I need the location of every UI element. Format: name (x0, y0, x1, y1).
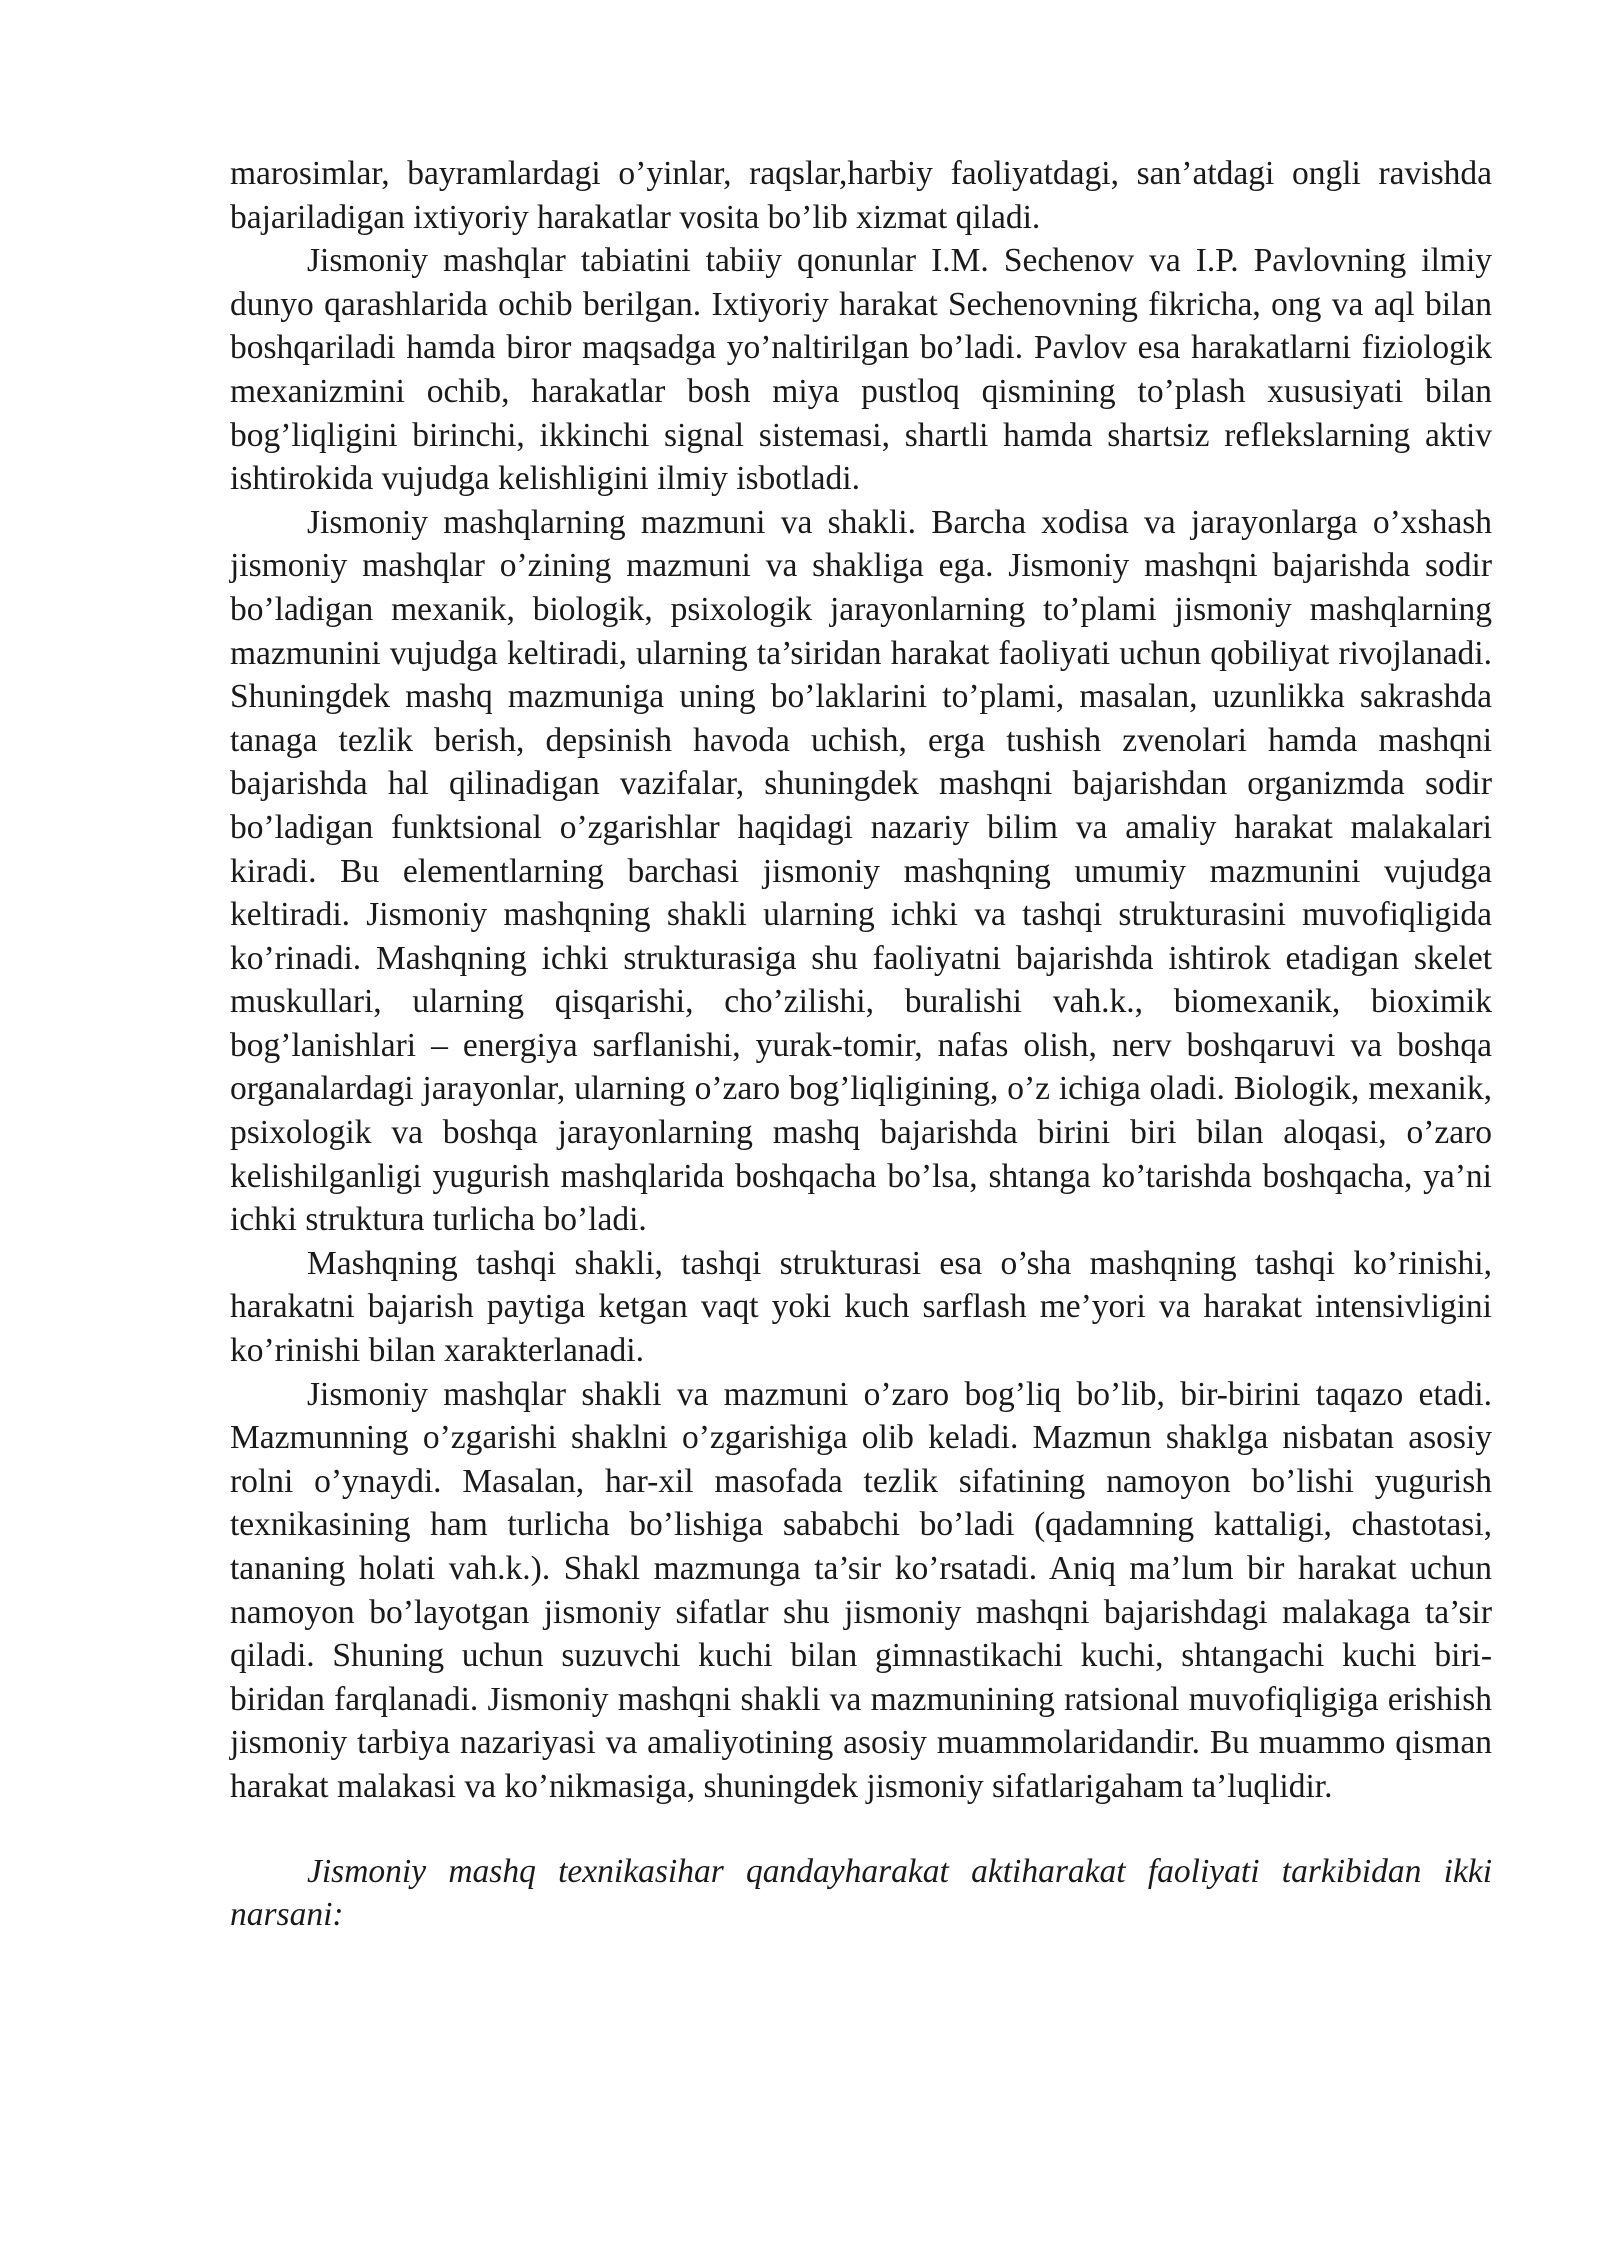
paragraph-technique-heading: Jismoniy mashq texnikasihar qandayharakat aktiharakat faoliyati tarkibidan ikki narsani: (230, 1852, 1492, 1934)
paragraph-continuation: marosimlar, bayramlardagi o’yinlar, raqslar,harbiy faoliyatdagi, san’atdagi ongli ravishda bajariladigan ixtiyoriy harakatlar vosita bo’lib xizmat qiladi. (230, 155, 1492, 236)
paragraph-form-content-relation: Jismoniy mashqlar shakli va mazmuni o’zaro bog’liq bo’lib, bir-birini taqazo etadi. Mazmunning o’zgarishi shaklni o’zgarishiga olib keladi. Mazmun shaklga nisbatan asosiy rolni o’ynaydi. Masalan, har-xil masofada tezlik sifatining namoyon bo’lishi yugurish texnikasining ham turlicha bo’lishiga sababchi bo’ladi (qadamning kattaligi, chastotasi, tananing holati vah.k.). Shakl mazmunga ta’sir ko’rsatadi. Aniq ma’lum bir harakat uchun namoyon bo’layotgan jismoniy sifatlar shu jismoniy mashqni bajarishdagi malakaga ta’sir qiladi. Shuning uchun suzuvchi kuchi bilan gimnastikachi kuchi, shtangachi kuchi biri-biridan farqlanadi. Jismoniy mashqni shakli va mazmunining ratsional muvofiqligiga erishish jismoniy tarbiya nazariyasi va amaliyotining asosiy muammolaridandir. Bu muammo qisman harakat malakasi va ko’nikmasiga, shuningdek jismoniy sifatlarigaham ta’luqlidir. (230, 1375, 1492, 1805)
paragraph-external-form: Mashqning tashqi shakli, tashqi strukturasi esa o’sha mashqning tashqi ko’rinishi, harakatni bajarish paytiga ketgan vaqt yoki kuch sarflash me’yori va harakat intensivligini ko’rinishi bilan xarakterlanadi. (230, 1244, 1492, 1370)
document-body (230, 152, 1492, 1937)
paragraph-content-and-form: Jismoniy mashqlarning mazmuni va shakli. Barcha xodisa va jarayonlarga o’xshash jismoniy mashqlar o’zining mazmuni va shakliga ega. Jismoniy mashqni bajarishda sodir bo’ladigan mexanik, biologik, psixologik jarayonlarning to’plami jismoniy mashqlarning mazmunini vujudga keltiradi, ularning ta’siridan harakat faoliyati uchun qobiliyat rivojlanadi. Shuningdek mashq mazmuniga uning bo’laklarini to’plami, masalan, uzunlikka sakrashda tanaga tezlik berish, depsinish havoda uchish, erga tushish zvenolari hamda mashqni bajarishda hal qilinadigan vazifalar, shuningdek mashqni bajarishdan organizmda sodir bo’ladigan funktsional o’zgarishlar haqidagi nazariy bilim va amaliy harakat malakalari kiradi. Bu elementlarning barchasi jismoniy mashqning umumiy mazmunini vujudga keltiradi. Jismoniy mashqning shakli ularning ichki va tashqi strukturasini muvofiqligida ko’rinadi. Mashqning ichki strukturasiga shu faoliyatni bajarishda ishtirok etadigan skelet muskullari, ularning qisqarishi, cho’zilishi, buralishi vah.k., biomexanik, bioximik bog’lanishlari – energiya sarflanishi, yurak-tomir, nafas olish, nerv boshqaruvi va boshqa organalardagi jarayonlar, ularning o’zaro bog’liqligining, o’z ichiga oladi. Biologik, mexanik, psixologik va boshqa jarayonlarning mashq bajarishda birini biri bilan aloqasi, o’zaro kelishilganligi yugurish mashqlarida boshqacha bo’lsa, shtanga ko’tarishda boshqacha, ya’ni ichki struktura turlicha bo’ladi. (230, 503, 1492, 1239)
paragraph-sechenov-pavlov: Jismoniy mashqlar tabiatini tabiiy qonunlar I.M. Sechenov va I.P. Pavlovning ilmiy dunyo qarashlarida ochib berilgan. Ixtiyoriy harakat Sechenovning fikricha, ong va aql bilan boshqariladi hamda biror maqsadga yo’naltirilgan bo’ladi. Pavlov esa harakatlarni fiziologik mexanizmini ochib, harakatlar bosh miya pustloq qismining to’plash xususiyati bilan bog’liqligini birinchi, ikkinchi signal sistemasi, shartli hamda shartsiz reflekslarning aktiv ishtirokida vujudga kelishligini ilmiy isbotladi. (230, 242, 1492, 498)
